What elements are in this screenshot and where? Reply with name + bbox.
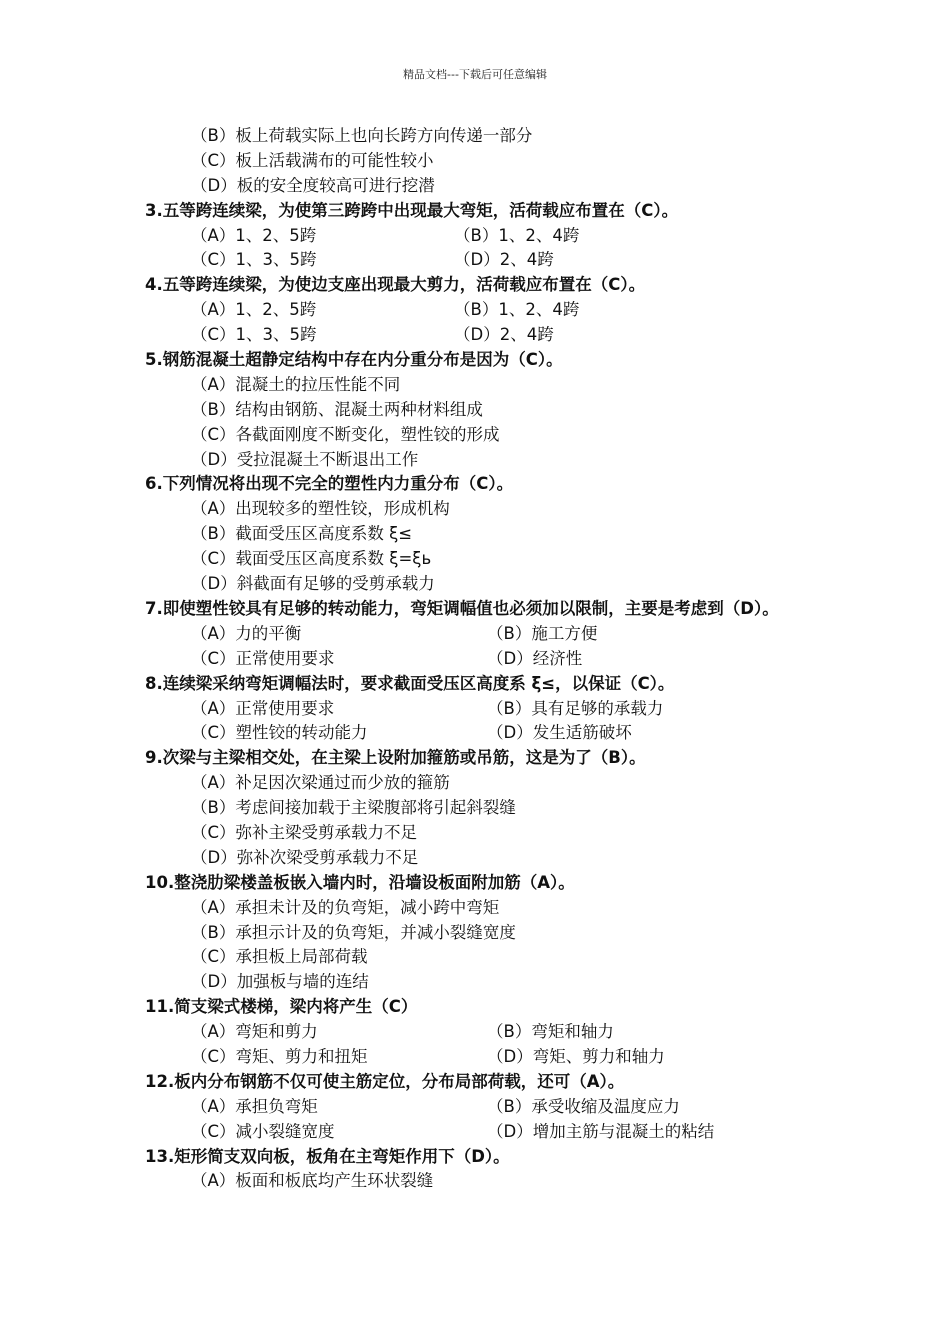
option-a: （A）1、2、5跨: [191, 225, 317, 245]
option-c: （C）弯矩、剪力和扭矩: [191, 1046, 368, 1066]
option-c: （C）弥补主梁受剪承载力不足: [191, 822, 418, 842]
page-header: 精品文档---下载后可任意编辑: [403, 68, 547, 81]
question-12: 12.板内分布钢筋不仅可使主筋定位，分布局部荷载，还可（A）。: [145, 1071, 625, 1091]
question-6: 6.下列情况将出现不完全的塑性内力重分布（C）。: [145, 474, 514, 494]
question-7: 7.即使塑性铰具有足够的转动能力，弯矩调幅值也必须加以限制，主要是考虑到（D）。: [145, 598, 779, 618]
option-b: （B）施工方便: [487, 623, 598, 643]
option-line: （B）板上荷载实际上也向长跨方向传递一部分: [191, 126, 533, 145]
option-c: （C）载面受压区高度系数 ξ=ξь: [191, 549, 432, 569]
option-b: （B）截面受压区高度系数 ξ≤: [191, 524, 413, 544]
option-row: [145, 622, 815, 647]
question-13: 13.矩形简支双向板，板角在主弯矩作用下（D）。: [145, 1146, 510, 1166]
question-10: 10.整浇肋梁楼盖板嵌入墙内时，沿墙设板面附加筋（A）。: [145, 872, 575, 892]
option-a: （A）出现较多的塑性铰，形成机构: [191, 499, 450, 519]
option-a: （A）混凝土的拉压性能不同: [191, 374, 401, 394]
option-line: （C）板上活载满布的可能性较小: [191, 150, 434, 170]
option-a: （A）1、2、5跨: [191, 300, 317, 320]
option-row: [145, 323, 815, 348]
option-d: （D）受拉混凝土不断退出工作: [191, 449, 419, 469]
option-row: [145, 248, 815, 273]
question-list: [145, 124, 815, 1194]
option-row: [145, 1120, 815, 1145]
option-b: （B）考虑间接加载于主梁腹部将引起斜裂缝: [191, 798, 516, 818]
option-d: （D）弯矩、剪力和轴力: [487, 1046, 665, 1066]
option-row: [145, 697, 815, 722]
option-c: （C）塑性铰的转动能力: [191, 723, 368, 743]
option-a: （A）补足因次梁通过而少放的箍筋: [191, 773, 450, 793]
option-d: （D）2、4跨: [454, 325, 554, 345]
option-c: （C）正常使用要求: [191, 648, 335, 668]
option-d: （D）斜截面有足够的受剪承载力: [191, 574, 435, 594]
question-8: 8.连续梁采纳弯矩调幅法时，要求截面受压区高度系 ξ≤，以保证（C）。: [145, 673, 675, 693]
question-9: 9.次梁与主梁相交处，在主梁上设附加箍筋或吊筋，这是为了（B）。: [145, 748, 646, 768]
option-d: （D）加强板与墙的连结: [191, 972, 369, 992]
option-b: （B）弯矩和轴力: [487, 1022, 614, 1042]
question-3: 3.五等跨连续梁，为使第三跨跨中出现最大弯矩，活荷载应布置在（C）。: [145, 200, 679, 220]
option-a: （A）正常使用要求: [191, 698, 335, 718]
option-a: （A）承担负弯矩: [191, 1096, 318, 1116]
option-b: （B）具有足够的承载力: [487, 698, 664, 718]
option-b: （B）承受收缩及温度应力: [487, 1096, 680, 1116]
option-c: （C）承担板上局部荷载: [191, 947, 368, 967]
option-b: （B）1、2、4跨: [454, 300, 580, 320]
question-11: 11.简支梁式楼梯，梁内将产生（C）: [145, 997, 418, 1017]
option-a: （A）板面和板底均产生环状裂缝: [191, 1171, 434, 1191]
option-c: （C）1、3、5跨: [191, 325, 317, 345]
option-b: （B）承担示计及的负弯矩，并减小裂缝宽度: [191, 922, 516, 942]
question-5: 5.钢筋混凝土超静定结构中存在内分重分布是因为（C）。: [145, 350, 563, 370]
option-d: （D）增加主筋与混凝土的粘结: [487, 1121, 715, 1141]
option-row: [145, 298, 815, 323]
option-line: （D）板的安全度较高可进行挖潜: [191, 175, 435, 195]
option-row: [145, 1095, 815, 1120]
option-row: [145, 224, 815, 249]
option-d: （D）弥补次梁受剪承载力不足: [191, 847, 419, 867]
option-b: （B）结构由钢筋、混凝土两种材料组成: [191, 399, 483, 419]
option-d: （D）2、4跨: [454, 250, 554, 270]
option-d: （D）发生适筋破坏: [487, 723, 632, 743]
option-row: [145, 647, 815, 672]
option-row: [145, 721, 815, 746]
option-a: （A）力的平衡: [191, 623, 302, 643]
option-a: （A）弯矩和剪力: [191, 1022, 318, 1042]
option-c: （C）减小裂缝宽度: [191, 1121, 335, 1141]
option-c: （C）各截面刚度不断变化，塑性铰的形成: [191, 424, 500, 444]
question-4: 4.五等跨连续梁，为使边支座出现最大剪力，活荷载应布置在（C）。: [145, 275, 646, 295]
option-a: （A）承担未计及的负弯矩，减小跨中弯矩: [191, 897, 500, 917]
option-row: [145, 1020, 815, 1045]
option-d: （D）经济性: [487, 648, 583, 668]
option-row: [145, 1045, 815, 1070]
option-b: （B）1、2、4跨: [454, 225, 580, 245]
option-c: （C）1、3、5跨: [191, 250, 317, 270]
